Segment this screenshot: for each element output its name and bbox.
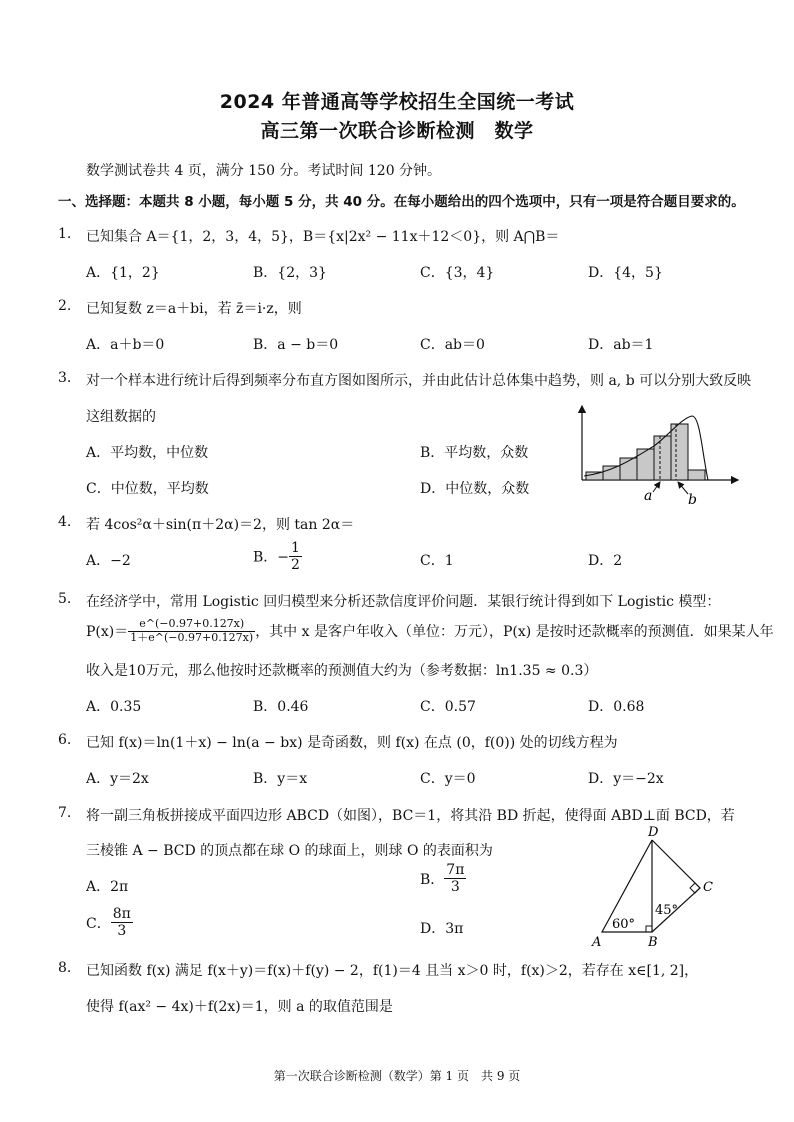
- fraction-denominator: 3: [117, 923, 127, 940]
- question-number: 1.: [58, 226, 72, 242]
- formula-numerator: e^(−0.97+0.127x): [128, 618, 255, 632]
- histogram-figure: [574, 402, 744, 506]
- question-stem-cont: 这组数据的: [86, 409, 156, 425]
- option-b: B．{2，3}: [253, 265, 327, 281]
- question-stem: 已知集合 A＝{1，2，3，4，5}，B＝{x|2x² − 11x＋12＜0}，则 A⋂B＝: [86, 229, 560, 245]
- option-b-label: B．: [420, 871, 445, 888]
- fraction-denominator: 3: [450, 879, 460, 896]
- option-a: A．平均数，中位数: [86, 445, 209, 461]
- question-stem: 对一个样本进行统计后得到频率分布直方图如图所示，并由此估计总体集中趋势，则 a, b 可以分别大致反映: [86, 373, 752, 389]
- histogram-bar: [688, 470, 705, 480]
- question-number: 7.: [58, 805, 72, 821]
- histogram-bar: [637, 449, 654, 480]
- formula-fraction: [128, 618, 255, 644]
- option-b: B．a − b＝0: [253, 337, 339, 353]
- option-a: A．−2: [86, 553, 131, 569]
- option-d: D．{4，5}: [588, 265, 663, 281]
- fraction-denominator: 2: [291, 557, 300, 574]
- option-c: C．y＝0: [420, 771, 476, 787]
- question-stem-cont: 使得 f(ax² − 4x)＋f(2x)＝1，则 a 的取值范围是: [86, 999, 393, 1015]
- option-a: A．y＝2x: [86, 771, 149, 787]
- option-a: A．2π: [86, 879, 129, 895]
- question-stem: 已知复数 z＝a＋bi，若 z̄＝i·z，则: [86, 301, 302, 317]
- question-number: 2.: [58, 298, 72, 314]
- triangle-bcd: [652, 840, 700, 932]
- option-d: D．ab＝1: [588, 337, 654, 353]
- option-d: D．2: [588, 553, 623, 569]
- question-number: 3.: [58, 370, 72, 386]
- page-footer: 第一次联合诊断检测（数学）第 1 页 共 9 页: [273, 1069, 521, 1083]
- arrow-a: [653, 482, 660, 492]
- vertex-d: D: [648, 825, 659, 840]
- option-c: [86, 906, 133, 939]
- question-number: 4.: [58, 514, 72, 530]
- option-c: C．{3，4}: [420, 265, 495, 281]
- histogram-bar: [671, 424, 688, 480]
- fraction: [289, 540, 302, 573]
- angle-60-label: 60°: [612, 917, 636, 932]
- histogram-bar: [603, 466, 620, 480]
- option-d: D．y＝−2x: [588, 771, 664, 787]
- label-b: b: [688, 492, 697, 506]
- fraction: [111, 906, 133, 939]
- option-c-label: C．: [86, 915, 111, 932]
- quadrilateral-figure: [584, 822, 724, 952]
- section-heading: 一、选择题：本题共 8 小题，每小题 5 分，共 40 分。在每小题给出的四个选项中，只有一项是符合题目要求的。: [58, 194, 745, 210]
- formula-tail: ，其中 x 是客户年收入（单位：万元），P(x) 是按时还款概率的预测值．如果某人年: [255, 624, 774, 641]
- fraction-numerator: 8π: [112, 906, 131, 922]
- option-b: [420, 862, 466, 895]
- option-c: C．1: [420, 553, 454, 569]
- option-a: A．0.35: [86, 699, 142, 715]
- option-b: B．y＝x: [253, 771, 308, 787]
- option-a: A．a＋b＝0: [86, 337, 165, 353]
- fraction-numerator: 7π: [446, 862, 465, 878]
- question-stem: 若 4cos²α＋sin(π＋2α)＝2，则 tan 2α＝: [86, 517, 355, 533]
- fraction-numerator: 1: [291, 540, 300, 556]
- question-stem: 将一副三角板拼接成平面四边形 ABCD（如图），BC＝1，将其沿 BD 折起，使得面 ABD⊥面 BCD，若: [86, 808, 735, 824]
- exam-intro: 数学测试卷共 4 页，满分 150 分。考试时间 120 分钟。: [86, 163, 442, 179]
- option-c: C．中位数，平均数: [86, 481, 209, 497]
- logistic-formula: [86, 618, 774, 644]
- exam-subtitle: 高三第一次联合诊断检测 数学: [260, 120, 534, 142]
- option-b-label: B．−: [253, 549, 290, 566]
- question-stem-cont: 收入是10万元，那么他按时还款概率的预测值大约为（参考数据：ln1.35 ≈ 0.3）: [86, 663, 598, 679]
- option-a: A．{1，2}: [86, 265, 160, 281]
- question-stem: 在经济学中，常用 Logistic 回归模型来分析还款信度评价问题．某银行统计得到如下 Logistic 模型：: [86, 594, 721, 610]
- vertex-c: C: [703, 880, 713, 895]
- arrow-b: [678, 482, 688, 494]
- vertex-a: A: [592, 935, 602, 950]
- angle-45-label: 45°: [655, 903, 679, 918]
- label-a: a: [644, 488, 653, 504]
- fraction: [444, 862, 466, 895]
- histogram-bar: [654, 436, 671, 480]
- option-b: B．平均数，众数: [420, 445, 529, 461]
- question-stem: 已知函数 f(x) 满足 f(x＋y)＝f(x)＋f(y) − 2，f(1)＝4 且当 x＞0 时，f(x)＞2，若存在 x∈[1, 2]，: [86, 963, 699, 979]
- option-d: D．3π: [420, 921, 464, 937]
- exam-title: 2024 年普通高等学校招生全国统一考试: [219, 91, 575, 113]
- option-d: D．中位数，众数: [420, 481, 530, 497]
- question-number: 6.: [58, 732, 72, 748]
- right-angle-c: [690, 883, 700, 893]
- option-c: C．ab＝0: [420, 337, 485, 353]
- question-stem: 已知 f(x)＝ln(1＋x) − ln(a − bx) 是奇函数，则 f(x) 在点 (0，f(0)) 处的切线方程为: [86, 735, 618, 751]
- option-d: D．0.68: [588, 699, 645, 715]
- question-number: 8.: [58, 960, 72, 976]
- option-c: C．0.57: [420, 699, 476, 715]
- formula-denominator: 1＋e^(−0.97+0.127x): [130, 630, 254, 644]
- right-angle-b: [646, 926, 652, 932]
- option-b: [253, 540, 302, 573]
- histogram-bar: [586, 472, 603, 480]
- formula-lhs: P(x)＝: [86, 624, 129, 641]
- question-number: 5.: [58, 591, 72, 607]
- question-stem-cont: 三棱锥 A − BCD 的顶点都在球 O 的球面上，则球 O 的表面积为: [86, 843, 493, 859]
- option-b: B．0.46: [253, 699, 309, 715]
- vertex-b: B: [648, 935, 658, 950]
